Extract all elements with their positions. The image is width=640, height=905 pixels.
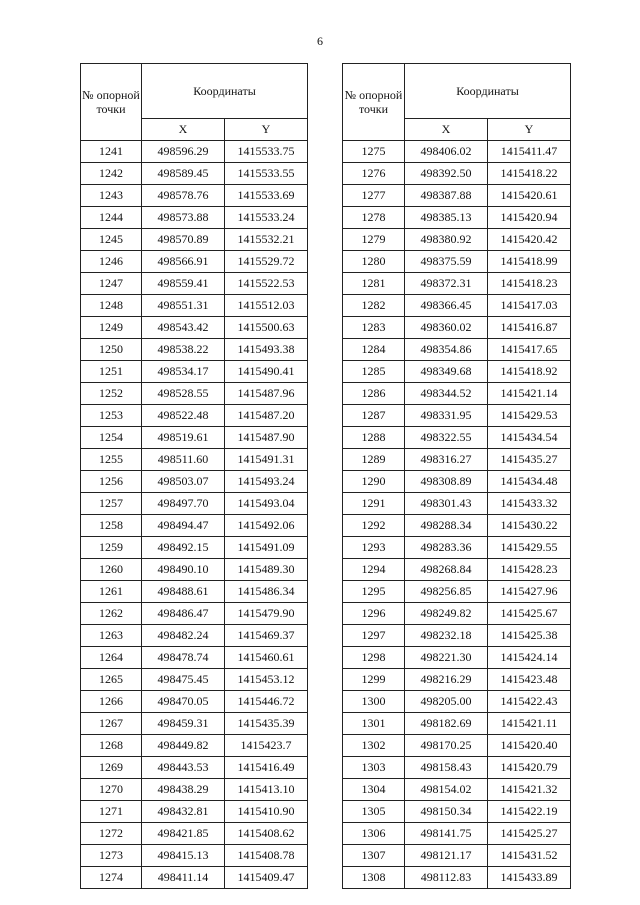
y-coordinate-cell: 1415493.24 [225,471,308,493]
table-row [343,207,571,229]
point-number-cell: 1288 [343,427,405,449]
table-row [81,867,308,889]
x-coordinate-cell: 498534.17 [142,361,225,383]
point-number-cell: 1292 [343,515,405,537]
y-coordinate-cell: 1415428.23 [488,559,571,581]
y-coordinate-cell: 1415493.04 [225,493,308,515]
table-row [81,625,308,647]
table-row [81,537,308,559]
table-row [343,823,571,845]
point-number-cell: 1270 [81,779,142,801]
y-coordinate-cell: 1415533.69 [225,185,308,207]
header-x: X [142,119,225,141]
point-number-cell: 1287 [343,405,405,427]
table-row [81,251,308,273]
x-coordinate-cell: 498256.85 [405,581,488,603]
table-right-body [343,64,571,889]
table-row [343,581,571,603]
point-number-cell: 1261 [81,581,142,603]
point-number-cell: 1275 [343,141,405,163]
x-coordinate-cell: 498141.75 [405,823,488,845]
x-coordinate-cell: 498543.42 [142,317,225,339]
table-row [343,339,571,361]
y-coordinate-cell: 1415422.43 [488,691,571,713]
y-coordinate-cell: 1415431.52 [488,845,571,867]
x-coordinate-cell: 498205.00 [405,691,488,713]
point-number-cell: 1262 [81,603,142,625]
table-row [81,207,308,229]
coordinates-table-left [80,63,308,889]
point-number-cell: 1268 [81,735,142,757]
point-number-cell: 1289 [343,449,405,471]
table-row [81,141,308,163]
x-coordinate-cell: 498344.52 [405,383,488,405]
point-number-cell: 1248 [81,295,142,317]
table-row [343,559,571,581]
point-number-cell: 1298 [343,647,405,669]
x-coordinate-cell: 498449.82 [142,735,225,757]
y-coordinate-cell: 1415491.09 [225,537,308,559]
table-row [81,603,308,625]
table-row [343,185,571,207]
table-row [343,515,571,537]
x-coordinate-cell: 498221.30 [405,647,488,669]
x-coordinate-cell: 498503.07 [142,471,225,493]
x-coordinate-cell: 498154.02 [405,779,488,801]
point-number-cell: 1247 [81,273,142,295]
y-coordinate-cell: 1415409.47 [225,867,308,889]
point-number-cell: 1271 [81,801,142,823]
x-coordinate-cell: 498443.53 [142,757,225,779]
table-left-body [81,64,308,889]
y-coordinate-cell: 1415487.20 [225,405,308,427]
y-coordinate-cell: 1415423.48 [488,669,571,691]
x-coordinate-cell: 498421.85 [142,823,225,845]
coordinates-table-right [342,63,571,889]
x-coordinate-cell: 498216.29 [405,669,488,691]
y-coordinate-cell: 1415413.10 [225,779,308,801]
y-coordinate-cell: 1415427.96 [488,581,571,603]
table-row [343,669,571,691]
x-coordinate-cell: 498121.17 [405,845,488,867]
table-row [343,757,571,779]
point-number-cell: 1258 [81,515,142,537]
x-coordinate-cell: 498578.76 [142,185,225,207]
point-number-cell: 1303 [343,757,405,779]
y-coordinate-cell: 1415489.30 [225,559,308,581]
point-number-cell: 1260 [81,559,142,581]
y-coordinate-cell: 1415408.78 [225,845,308,867]
x-coordinate-cell: 498249.82 [405,603,488,625]
y-coordinate-cell: 1415416.49 [225,757,308,779]
y-coordinate-cell: 1415418.99 [488,251,571,273]
x-coordinate-cell: 498170.25 [405,735,488,757]
x-coordinate-cell: 498392.50 [405,163,488,185]
table-row [81,405,308,427]
x-coordinate-cell: 498415.13 [142,845,225,867]
y-coordinate-cell: 1415421.14 [488,383,571,405]
table-row [81,515,308,537]
x-coordinate-cell: 498288.34 [405,515,488,537]
x-coordinate-cell: 498470.05 [142,691,225,713]
point-number-cell: 1300 [343,691,405,713]
y-coordinate-cell: 1415421.11 [488,713,571,735]
point-number-cell: 1295 [343,581,405,603]
point-number-cell: 1272 [81,823,142,845]
x-coordinate-cell: 498112.83 [405,867,488,889]
point-number-cell: 1251 [81,361,142,383]
x-coordinate-cell: 498459.31 [142,713,225,735]
x-coordinate-cell: 498322.55 [405,427,488,449]
point-number-cell: 1299 [343,669,405,691]
x-coordinate-cell: 498511.60 [142,449,225,471]
point-number-cell: 1263 [81,625,142,647]
table-row [343,537,571,559]
point-number-cell: 1293 [343,537,405,559]
x-coordinate-cell: 498538.22 [142,339,225,361]
x-coordinate-cell: 498366.45 [405,295,488,317]
point-number-cell: 1255 [81,449,142,471]
y-coordinate-cell: 1415422.19 [488,801,571,823]
table-row [81,361,308,383]
y-coordinate-cell: 1415453.12 [225,669,308,691]
table-row [343,405,571,427]
x-coordinate-cell: 498354.86 [405,339,488,361]
point-number-cell: 1266 [81,691,142,713]
x-coordinate-cell: 498387.88 [405,185,488,207]
x-coordinate-cell: 498482.24 [142,625,225,647]
x-coordinate-cell: 498494.47 [142,515,225,537]
point-number-cell: 1278 [343,207,405,229]
point-number-cell: 1242 [81,163,142,185]
table-row [81,317,308,339]
table-row [81,735,308,757]
y-coordinate-cell: 1415429.55 [488,537,571,559]
y-coordinate-cell: 1415420.40 [488,735,571,757]
x-coordinate-cell: 498406.02 [405,141,488,163]
y-coordinate-cell: 1415433.89 [488,867,571,889]
table-row [343,361,571,383]
x-coordinate-cell: 498411.14 [142,867,225,889]
table-row [81,757,308,779]
y-coordinate-cell: 1415435.39 [225,713,308,735]
y-coordinate-cell: 1415425.67 [488,603,571,625]
table-row [81,273,308,295]
y-coordinate-cell: 1415434.54 [488,427,571,449]
x-coordinate-cell: 498497.70 [142,493,225,515]
table-row [81,185,308,207]
header-point-number: № опорной точки [81,64,142,141]
table-row [343,251,571,273]
table-row [343,449,571,471]
header-coordinates: Координаты [405,64,571,119]
y-coordinate-cell: 1415425.27 [488,823,571,845]
x-coordinate-cell: 498283.36 [405,537,488,559]
point-number-cell: 1243 [81,185,142,207]
y-coordinate-cell: 1415486.34 [225,581,308,603]
x-coordinate-cell: 498349.68 [405,361,488,383]
point-number-cell: 1267 [81,713,142,735]
y-coordinate-cell: 1415411.47 [488,141,571,163]
y-coordinate-cell: 1415421.32 [488,779,571,801]
y-coordinate-cell: 1415500.63 [225,317,308,339]
point-number-cell: 1277 [343,185,405,207]
point-number-cell: 1307 [343,845,405,867]
table-row [343,845,571,867]
table-row [81,823,308,845]
table-row [343,163,571,185]
point-number-cell: 1269 [81,757,142,779]
table-row [81,779,308,801]
y-coordinate-cell: 1415429.53 [488,405,571,427]
table-row [343,801,571,823]
table-row [343,383,571,405]
table-row [343,427,571,449]
y-coordinate-cell: 1415420.42 [488,229,571,251]
x-coordinate-cell: 498551.31 [142,295,225,317]
table-row [343,471,571,493]
y-coordinate-cell: 1415533.24 [225,207,308,229]
x-coordinate-cell: 498380.92 [405,229,488,251]
table-row [81,581,308,603]
point-number-cell: 1245 [81,229,142,251]
table-row [343,603,571,625]
y-coordinate-cell: 1415430.22 [488,515,571,537]
point-number-cell: 1250 [81,339,142,361]
point-number-cell: 1276 [343,163,405,185]
point-number-cell: 1274 [81,867,142,889]
y-coordinate-cell: 1415424.14 [488,647,571,669]
y-coordinate-cell: 1415416.87 [488,317,571,339]
x-coordinate-cell: 498432.81 [142,801,225,823]
table-row [81,493,308,515]
point-number-cell: 1302 [343,735,405,757]
y-coordinate-cell: 1415533.55 [225,163,308,185]
point-number-cell: 1241 [81,141,142,163]
point-number-cell: 1285 [343,361,405,383]
y-coordinate-cell: 1415408.62 [225,823,308,845]
page-number: 6 [317,34,323,48]
table-row [81,713,308,735]
point-number-cell: 1306 [343,823,405,845]
x-coordinate-cell: 498519.61 [142,427,225,449]
y-coordinate-cell: 1415417.65 [488,339,571,361]
x-coordinate-cell: 498360.02 [405,317,488,339]
point-number-cell: 1304 [343,779,405,801]
point-number-cell: 1290 [343,471,405,493]
table-row [81,163,308,185]
y-coordinate-cell: 1415490.41 [225,361,308,383]
point-number-cell: 1273 [81,845,142,867]
table-row [81,669,308,691]
x-coordinate-cell: 498488.61 [142,581,225,603]
point-number-cell: 1291 [343,493,405,515]
x-coordinate-cell: 498486.47 [142,603,225,625]
y-coordinate-cell: 1415479.90 [225,603,308,625]
table-row [343,867,571,889]
x-coordinate-cell: 498528.55 [142,383,225,405]
point-number-cell: 1244 [81,207,142,229]
y-coordinate-cell: 1415491.31 [225,449,308,471]
table-row [343,779,571,801]
y-coordinate-cell: 1415418.92 [488,361,571,383]
y-coordinate-cell: 1415487.96 [225,383,308,405]
table-row [81,229,308,251]
x-coordinate-cell: 498158.43 [405,757,488,779]
point-number-cell: 1246 [81,251,142,273]
y-coordinate-cell: 1415469.37 [225,625,308,647]
header-x: X [405,119,488,141]
x-coordinate-cell: 498385.13 [405,207,488,229]
x-coordinate-cell: 498492.15 [142,537,225,559]
y-coordinate-cell: 1415420.94 [488,207,571,229]
point-number-cell: 1257 [81,493,142,515]
point-number-cell: 1265 [81,669,142,691]
x-coordinate-cell: 498150.34 [405,801,488,823]
y-coordinate-cell: 1415433.32 [488,493,571,515]
point-number-cell: 1279 [343,229,405,251]
table-row [81,427,308,449]
x-coordinate-cell: 498308.89 [405,471,488,493]
point-number-cell: 1281 [343,273,405,295]
table-row [343,317,571,339]
table-row [81,449,308,471]
point-number-cell: 1301 [343,713,405,735]
point-number-cell: 1297 [343,625,405,647]
table-row [81,691,308,713]
point-number-cell: 1252 [81,383,142,405]
y-coordinate-cell: 1415522.53 [225,273,308,295]
y-coordinate-cell: 1415493.38 [225,339,308,361]
y-coordinate-cell: 1415410.90 [225,801,308,823]
point-number-cell: 1294 [343,559,405,581]
y-coordinate-cell: 1415492.06 [225,515,308,537]
point-number-cell: 1283 [343,317,405,339]
x-coordinate-cell: 498475.45 [142,669,225,691]
x-coordinate-cell: 498522.48 [142,405,225,427]
point-number-cell: 1296 [343,603,405,625]
table-row [343,691,571,713]
table-row [81,801,308,823]
y-coordinate-cell: 1415420.79 [488,757,571,779]
table-row [343,141,571,163]
table-row [81,339,308,361]
x-coordinate-cell: 498372.31 [405,273,488,295]
header-y: Y [488,119,571,141]
y-coordinate-cell: 1415435.27 [488,449,571,471]
y-coordinate-cell: 1415434.48 [488,471,571,493]
point-number-cell: 1253 [81,405,142,427]
point-number-cell: 1284 [343,339,405,361]
point-number-cell: 1249 [81,317,142,339]
point-number-cell: 1256 [81,471,142,493]
y-coordinate-cell: 1415423.7 [225,735,308,757]
y-coordinate-cell: 1415487.90 [225,427,308,449]
table-row [343,735,571,757]
table-row [343,493,571,515]
y-coordinate-cell: 1415512.03 [225,295,308,317]
point-number-cell: 1286 [343,383,405,405]
x-coordinate-cell: 498559.41 [142,273,225,295]
table-row [81,295,308,317]
header-y: Y [225,119,308,141]
y-coordinate-cell: 1415533.75 [225,141,308,163]
x-coordinate-cell: 498268.84 [405,559,488,581]
point-number-cell: 1282 [343,295,405,317]
table-row [343,273,571,295]
table-row [81,559,308,581]
y-coordinate-cell: 1415417.03 [488,295,571,317]
table-row [343,229,571,251]
point-number-cell: 1264 [81,647,142,669]
point-number-cell: 1259 [81,537,142,559]
table-row [81,471,308,493]
y-coordinate-cell: 1415529.72 [225,251,308,273]
x-coordinate-cell: 498232.18 [405,625,488,647]
x-coordinate-cell: 498566.91 [142,251,225,273]
x-coordinate-cell: 498490.10 [142,559,225,581]
table-row [343,625,571,647]
table-row [81,845,308,867]
x-coordinate-cell: 498375.59 [405,251,488,273]
table-row [81,383,308,405]
x-coordinate-cell: 498301.43 [405,493,488,515]
header-coordinates: Координаты [142,64,308,119]
point-number-cell: 1280 [343,251,405,273]
y-coordinate-cell: 1415532.21 [225,229,308,251]
x-coordinate-cell: 498589.45 [142,163,225,185]
header-point-number: № опорной точки [343,64,405,141]
y-coordinate-cell: 1415460.61 [225,647,308,669]
x-coordinate-cell: 498596.29 [142,141,225,163]
y-coordinate-cell: 1415446.72 [225,691,308,713]
point-number-cell: 1254 [81,427,142,449]
x-coordinate-cell: 498573.88 [142,207,225,229]
x-coordinate-cell: 498438.29 [142,779,225,801]
y-coordinate-cell: 1415418.22 [488,163,571,185]
table-row [343,713,571,735]
x-coordinate-cell: 498478.74 [142,647,225,669]
point-number-cell: 1308 [343,867,405,889]
x-coordinate-cell: 498182.69 [405,713,488,735]
x-coordinate-cell: 498316.27 [405,449,488,471]
y-coordinate-cell: 1415418.23 [488,273,571,295]
table-row [81,647,308,669]
y-coordinate-cell: 1415420.61 [488,185,571,207]
point-number-cell: 1305 [343,801,405,823]
x-coordinate-cell: 498570.89 [142,229,225,251]
table-row [343,647,571,669]
y-coordinate-cell: 1415425.38 [488,625,571,647]
table-row [343,295,571,317]
x-coordinate-cell: 498331.95 [405,405,488,427]
